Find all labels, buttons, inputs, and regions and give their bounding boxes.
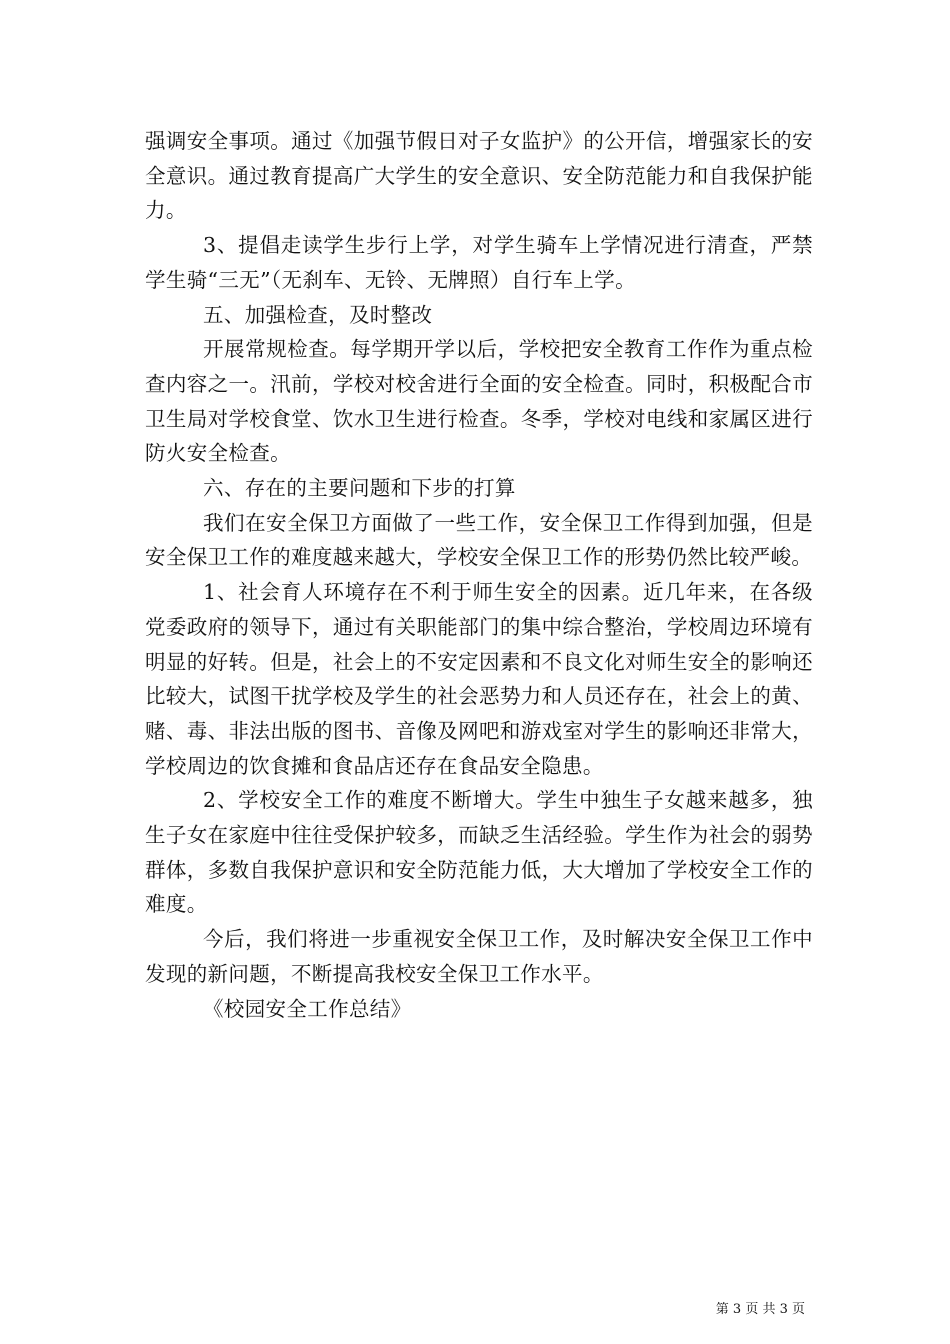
paragraph-6: 2、学校安全工作的难度不断增大。学生中独生子女越来越多，独生子女在家庭中往往受保护较多，而缺乏生活经验。学生作为社会的弱势群体，多数自我保护意识和安全防范能力低，大大增加了学校安全工作的难度。 [145,788,813,917]
document-title-reference: 《校园安全工作总结》 [203,996,412,1021]
paragraph-4: 我们在安全保卫方面做了一些工作，安全保卫工作得到加强，但是安全保卫工作的难度越来越大，学校安全保卫工作的形势仍然比较严峻。 [145,510,813,570]
document-body [145,124,813,1026]
paragraph-3: 开展常规检查。每学期开学以后，学校把安全教育工作作为重点检查内容之一。汛前，学校对校舍进行全面的安全检查。同时，积极配合市卫生局对学校食堂、饮水卫生进行检查。冬季，学校对电线和家属区进行防火安全检查。 [145,337,813,466]
page-number-footer: 第 3 页 共 3 页 [715,1302,805,1317]
paragraph-5: 1、社会育人环境存在不利于师生安全的因素。近几年来，在各级党委政府的领导下，通过有关职能部门的集中综合整治，学校周边环境有明显的好转。但是，社会上的不安定因素和不良文化对师生安全的影响还比较大，试图干扰学校及学生的社会恶势力和人员还存在，社会上的黄、赌、毒、非法出版的图书、音像及网吧和游戏室对学生的影响还非常大，学校周边的饮食摊和食品店还存在食品安全隐患。 [145,580,813,778]
section-heading-5: 五、加强检查，及时整改 [203,302,433,327]
section-heading-6: 六、存在的主要问题和下步的打算 [203,476,516,501]
paragraph-1: 强调安全事项。通过《加强节假日对子女监护》的公开信，增强家长的安全意识。通过教育提高广大学生的安全意识、安全防范能力和自我保护能力。 [145,129,813,223]
paragraph-7: 今后，我们将进一步重视安全保卫工作，及时解决安全保卫工作中发现的新问题，不断提高我校安全保卫工作水平。 [145,927,813,986]
paragraph-2: 3、提倡走读学生步行上学，对学生骑车上学情况进行清查，严禁学生骑“三无”（无刹车、无铃、无牌照）自行车上学。 [145,233,813,292]
